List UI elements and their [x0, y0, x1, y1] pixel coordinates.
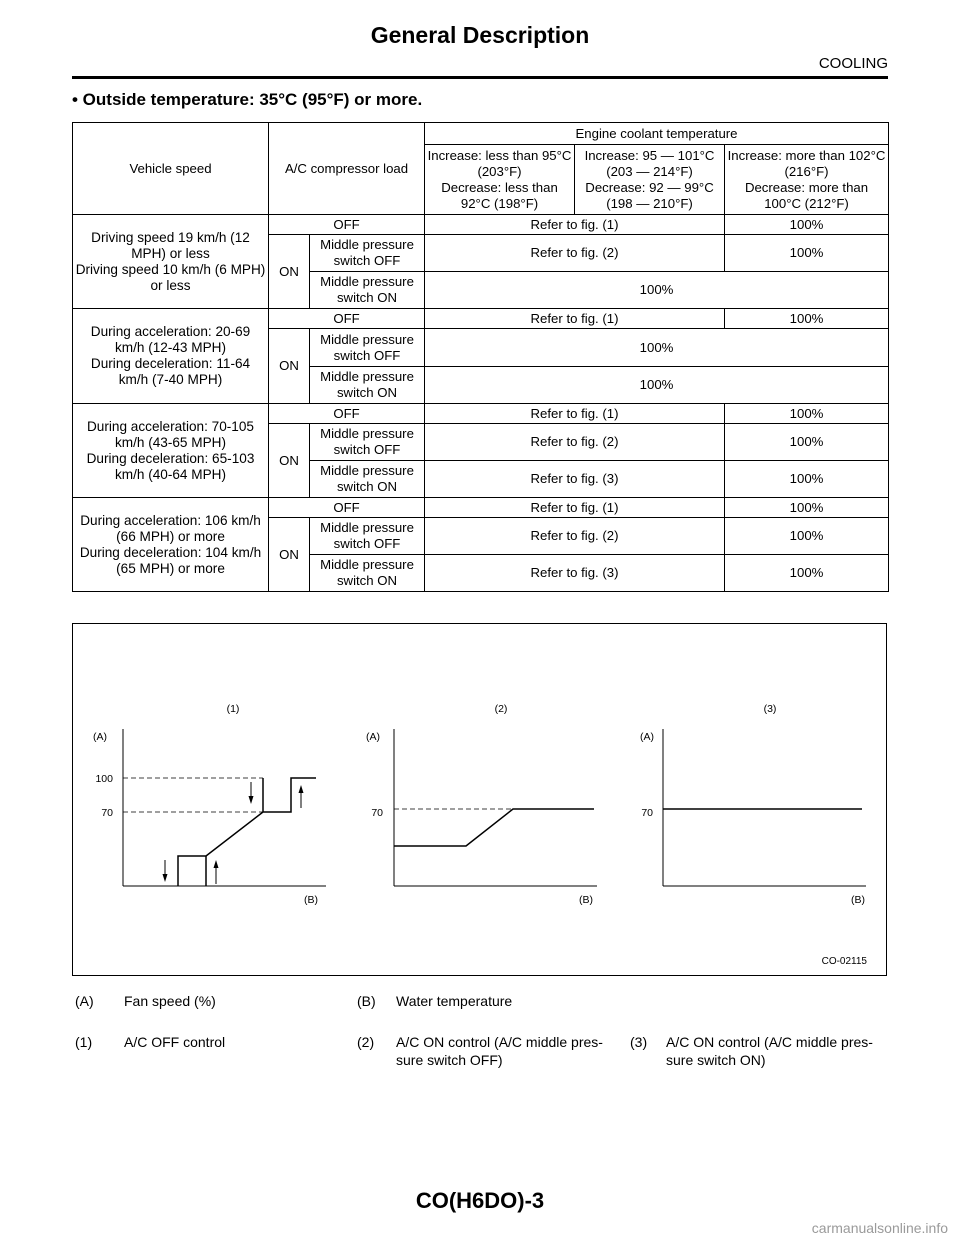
load-on: ON	[269, 424, 310, 498]
load-off: OFF	[269, 215, 425, 235]
fan-control-diagram	[72, 623, 887, 976]
fig-ref: Refer to fig. (2)	[425, 424, 725, 461]
legend-key-a: (A)	[75, 993, 94, 1009]
fig-ref: Refer to fig. (1)	[425, 309, 725, 329]
fan-value: 100%	[425, 367, 889, 404]
fan-value: 100%	[725, 518, 889, 555]
legend-key-1: (1)	[75, 1034, 93, 1050]
fig-ref: Refer to fig. (3)	[425, 461, 725, 498]
header-coolant-low: Increase: less than 95°C (203°F) Decrease: less than 92°C (198°F)	[425, 145, 575, 215]
fig3-label: (3)	[763, 703, 777, 715]
speed-cell: During acceleration: 70-105 km/h (43-65 MPH) During deceleration: 65-103 km/h (40-64 MPH)	[73, 404, 269, 498]
fan-control-table	[72, 122, 889, 592]
middle-pressure-off: Middle pressure switch OFF	[310, 235, 425, 272]
middle-pressure-on: Middle pressure switch ON	[310, 367, 425, 404]
tick-70: 70	[371, 807, 383, 819]
fan-value: 100%	[725, 404, 889, 424]
header-coolant-temperature: Engine coolant temperature	[425, 123, 889, 145]
tick-100: 100	[95, 773, 113, 785]
legend-text-a: Fan speed (%)	[124, 993, 216, 1009]
legend-text-b: Water temperature	[396, 993, 513, 1009]
middle-pressure-off: Middle pressure switch OFF	[310, 424, 425, 461]
fan-value: 100%	[725, 424, 889, 461]
fan-value: 100%	[725, 498, 889, 518]
tick-70: 70	[641, 807, 653, 819]
header-coolant-mid: Increase: 95 — 101°C (203 — 214°F) Decrease: 92 — 99°C (198 — 210°F)	[575, 145, 725, 215]
axis-a-label: (A)	[366, 731, 380, 743]
load-on: ON	[269, 518, 310, 592]
legend-text-2: A/C ON control (A/C middle pres- sure switch OFF)	[396, 1034, 603, 1068]
fan-value: 100%	[725, 555, 889, 592]
legend-text-3: A/C ON control (A/C middle pres- sure switch ON)	[666, 1034, 873, 1068]
middle-pressure-off: Middle pressure switch OFF	[310, 518, 425, 555]
header-rule	[72, 76, 888, 79]
legend-key-b: (B)	[357, 993, 376, 1009]
down-arrow-icon	[249, 782, 254, 804]
diagram-graphics	[73, 624, 886, 975]
watermark: carmanualsonline.info	[811, 1220, 948, 1236]
fan-value: 100%	[425, 329, 889, 367]
page-number: CO(H6DO)-3	[415, 1188, 545, 1213]
fig2-label: (2)	[494, 703, 508, 715]
up-arrow-icon	[299, 785, 304, 808]
speed-cell: During acceleration: 106 km/h (66 MPH) or more During deceleration: 104 km/h (65 MPH) or more	[73, 498, 269, 592]
fan-curve-2	[394, 809, 594, 846]
middle-pressure-on: Middle pressure switch ON	[310, 461, 425, 498]
bullet-heading: • Outside temperature: 35°C (95°F) or more.	[72, 90, 423, 109]
fan-value: 100%	[725, 235, 889, 272]
middle-pressure-off: Middle pressure switch OFF	[310, 329, 425, 367]
load-off: OFF	[269, 404, 425, 424]
speed-cell: During acceleration: 20-69 km/h (12-43 MPH) During deceleration: 11-64 km/h (7-40 MPH)	[73, 309, 269, 404]
fan-value: 100%	[725, 215, 889, 235]
fig-ref: Refer to fig. (1)	[425, 404, 725, 424]
fan-value: 100%	[425, 272, 889, 309]
fan-value: 100%	[725, 461, 889, 498]
load-off: OFF	[269, 309, 425, 329]
page-title: General Description	[370, 22, 590, 48]
section-name: COOLING	[818, 55, 888, 72]
fan-curve-1	[178, 778, 316, 886]
speed-cell: Driving speed 19 km/h (12 MPH) or less Driving speed 10 km/h (6 MPH) or less	[73, 215, 269, 309]
fig-ref: Refer to fig. (1)	[425, 498, 725, 518]
axis-b-label: (B)	[304, 894, 318, 906]
axis-a-label: (A)	[93, 731, 107, 743]
legend-text-1: A/C OFF control	[124, 1034, 226, 1050]
fig-ref: Refer to fig. (1)	[425, 215, 725, 235]
figure-code: CO-02115	[821, 956, 867, 967]
load-on: ON	[269, 329, 310, 404]
fig-ref: Refer to fig. (3)	[425, 555, 725, 592]
header-coolant-high: Increase: more than 102°C (216°F) Decrease: more than 100°C (212°F)	[725, 145, 889, 215]
down-arrow-icon	[163, 860, 168, 882]
fan-value: 100%	[725, 309, 889, 329]
axis-a-label: (A)	[640, 731, 654, 743]
legend-key-3: (3)	[630, 1034, 648, 1050]
fig-ref: Refer to fig. (2)	[425, 235, 725, 272]
fig1-label: (1)	[226, 703, 240, 715]
load-off: OFF	[269, 498, 425, 518]
legend-key-2: (2)	[357, 1034, 375, 1050]
tick-70: 70	[101, 807, 113, 819]
up-arrow-icon	[214, 860, 219, 884]
header-vehicle-speed: Vehicle speed	[73, 123, 269, 215]
axis-b-label: (B)	[851, 894, 865, 906]
fig-ref: Refer to fig. (2)	[425, 518, 725, 555]
middle-pressure-on: Middle pressure switch ON	[310, 555, 425, 592]
axis-b-label: (B)	[579, 894, 593, 906]
header-ac-compressor-load: A/C compressor load	[269, 123, 425, 215]
middle-pressure-on: Middle pressure switch ON	[310, 272, 425, 309]
load-on: ON	[269, 235, 310, 309]
